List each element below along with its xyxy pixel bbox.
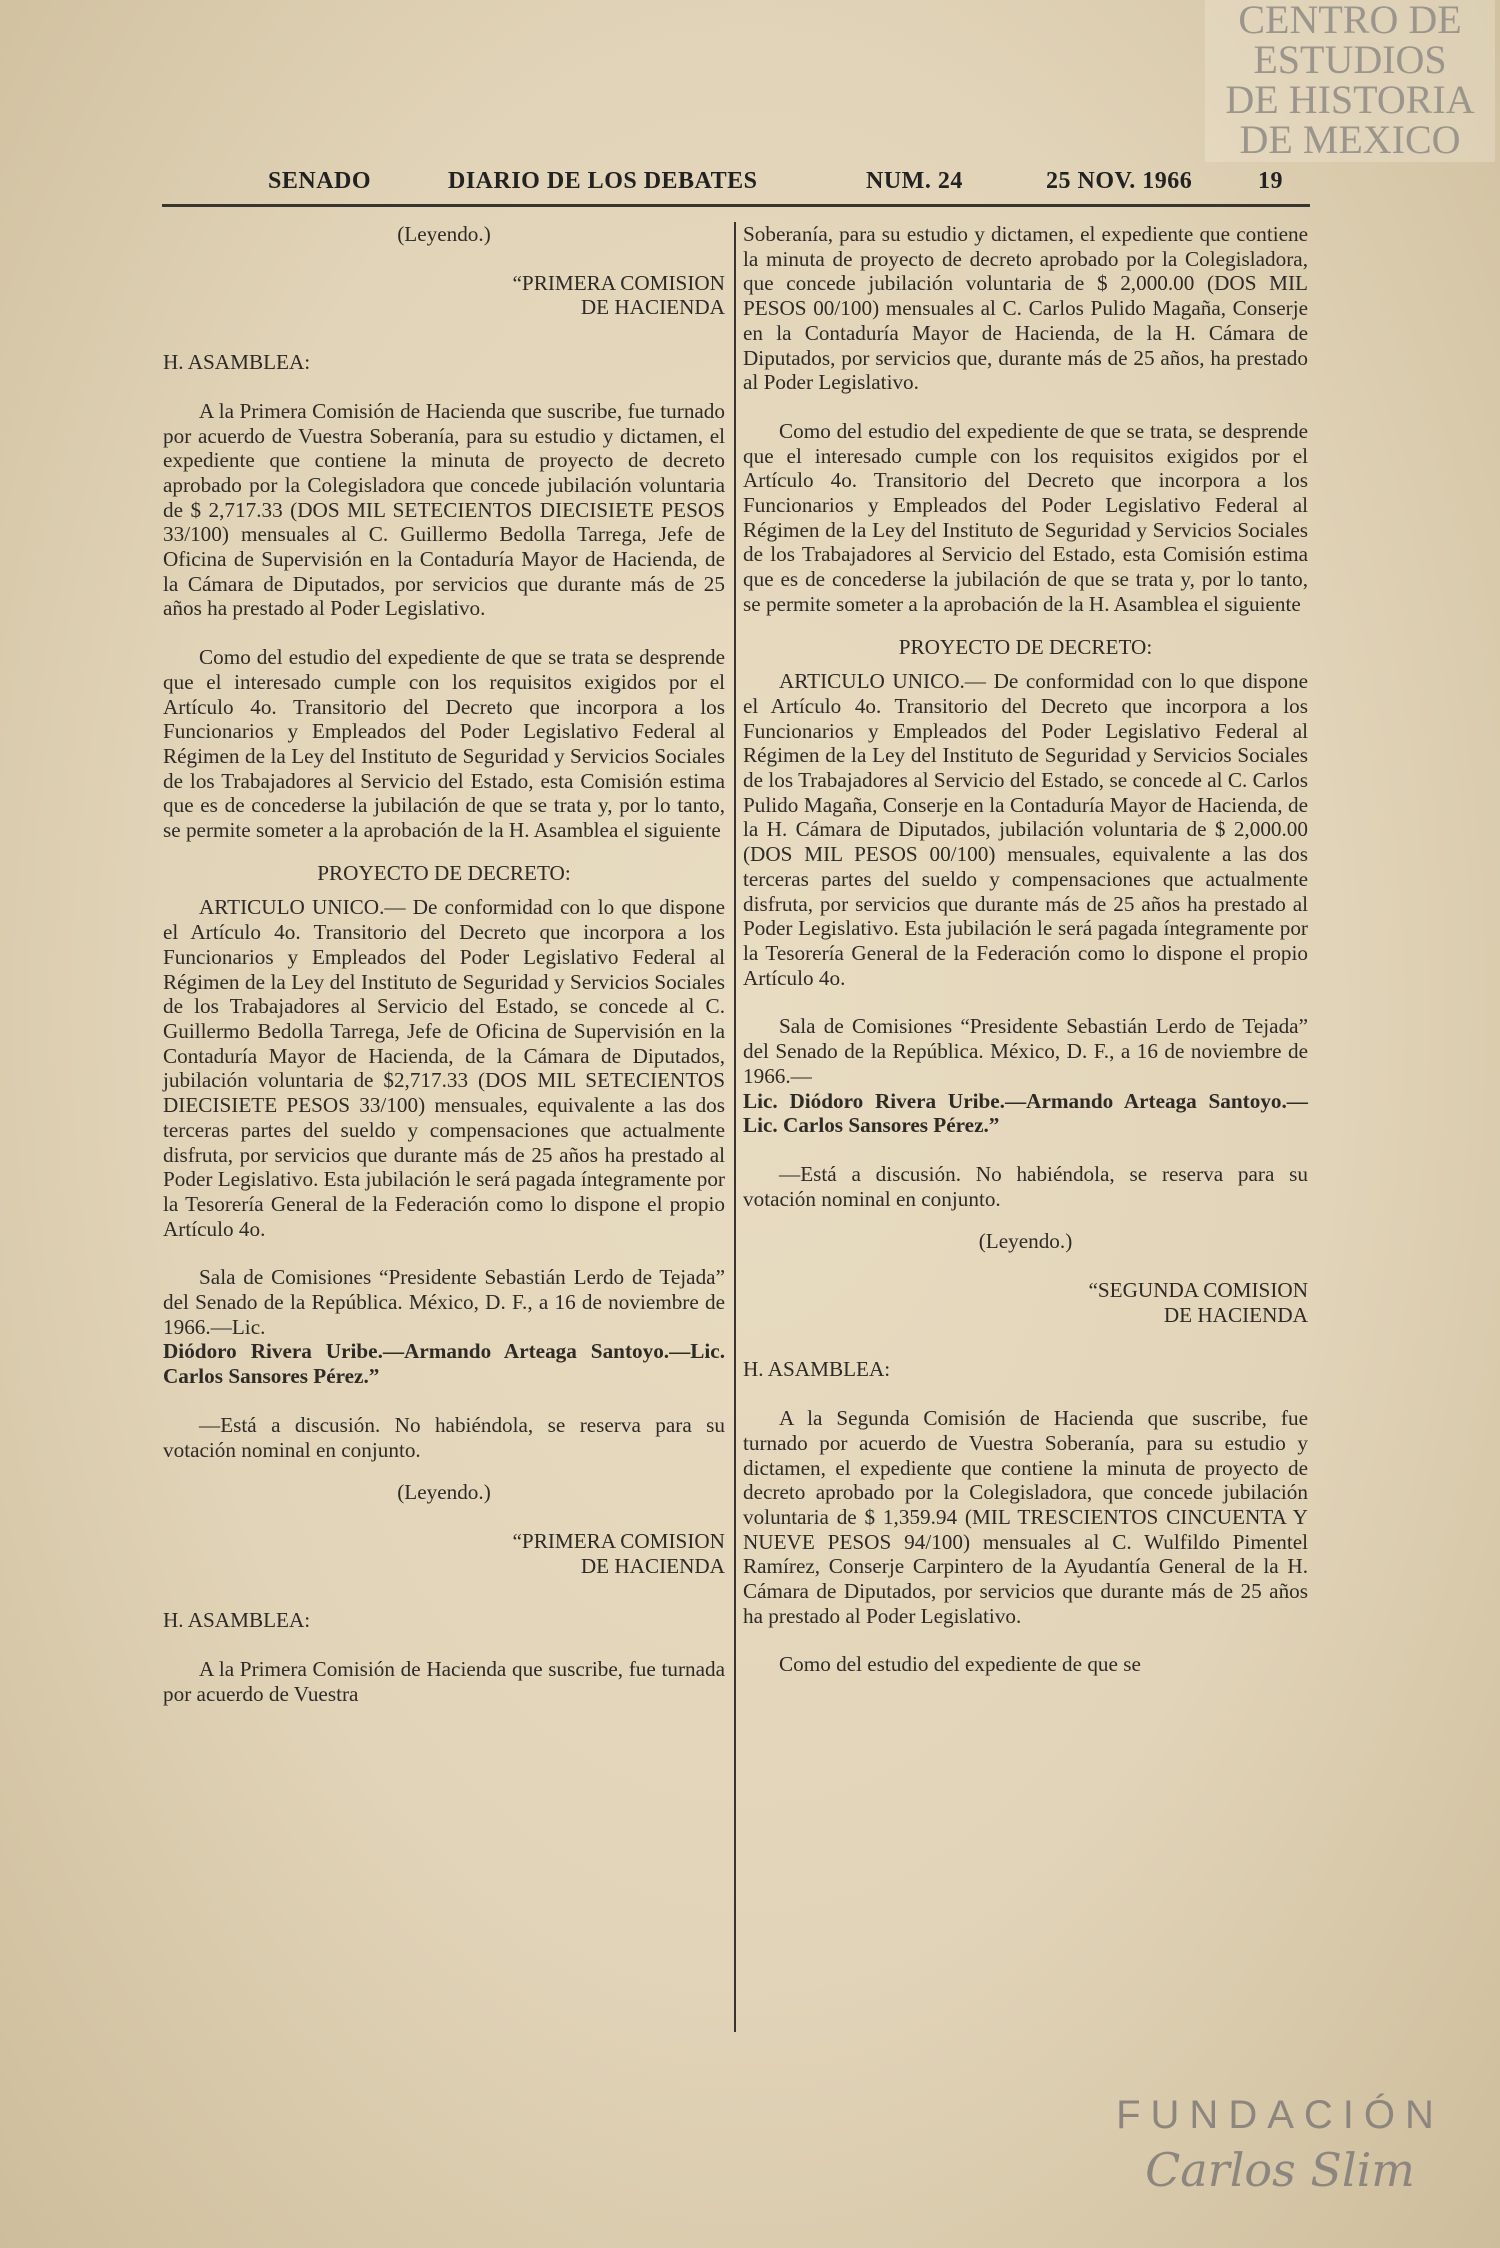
paragraph: DE HACIENDA — [580, 1553, 725, 1578]
paragraph: “PRIMERA COMISION — [512, 1528, 725, 1553]
paragraph: Soberanía, para su estudio y dictamen, el expediente que contiene la minuta de proyecto de decreto aprobado por la Colegisladora, que concede jubilación voluntaria de $ 2,000.00 (DOS MIL PESOS 00/100) mensuales al C. Carlos Pulido Magaña, Conserje en la Contaduría Mayor de Hacienda, de la H. Cámara de Diputados, por servicios que, durante más de 25 años, ha prestado al Poder Legislativo. — [743, 222, 1308, 395]
paragraph: PROYECTO DE DECRETO: — [317, 860, 571, 885]
paragraph: A la Segunda Comisión de Hacienda que suscribe, fue turnado por acuerdo de Vuestra Soberanía, para su estudio y dictamen, el expediente que contiene la minuta de proyecto de decreto aprobado por la Colegisladora, que concede jubilación voluntaria de $ 1,359.94 (MIL TRESCIENTOS CINCUENTA Y NUEVE PESOS 94/100) mensuales al C. Wulfildo Pimentel Ramírez, Conserje Carpintero de la Ayudantía General de la H. Cámara de Diputados, por servicios que durante más de 25 años ha prestado al Poder Legislativo. — [743, 1406, 1308, 1628]
section-heading: H. ASAMBLEA: — [163, 1608, 311, 1633]
header-chamber: SENADO — [268, 168, 372, 194]
page-header — [268, 168, 1288, 195]
paragraph: DE HACIENDA — [1163, 1302, 1308, 1327]
paragraph: (Leyendo.) — [978, 1229, 1073, 1254]
paragraph: —Está a discusión. No habiéndola, se reserva para su votación nominal en conjunto. — [743, 1161, 1308, 1211]
foundation-watermark — [1080, 2090, 1480, 2200]
signatories: Lic. Diódoro Rivera Uribe.—Armando Arteaga Santoyo.—Lic. Carlos Sansores Pérez.” — [743, 1088, 1308, 1138]
section-heading: H. ASAMBLEA: — [163, 350, 311, 375]
paragraph: A la Primera Comisión de Hacienda que suscribe, fue turnado por acuerdo de Vuestra Soberanía, para su estudio y dictamen, el expediente que contiene la minuta de proyecto de decreto aprobado por la Colegisladora que concede jubilación voluntaria de $ 2,717.33 (DOS MIL SETECIENTOS DIECISIETE PESOS 33/100) mensuales al C. Guillermo Bedolla Tarrega, Jefe de Oficina de Supervisión en la Contaduría Mayor de Hacienda, de la Cámara de Diputados, por servicios que durante más de 25 años ha prestado al Poder Legislativo. — [163, 398, 725, 621]
paragraph: (Leyendo.) — [397, 1480, 491, 1505]
watermark-signature: Carlos Slim — [1145, 2143, 1415, 2197]
header-date: 25 NOV. 1966 — [1046, 168, 1193, 194]
section-heading: H. ASAMBLEA: — [743, 1357, 891, 1382]
watermark-line: DE MEXICO — [1239, 117, 1461, 162]
signatories: Diódoro Rivera Uribe.—Armando Arteaga Santoyo.—Lic. Carlos Sansores Pérez.” — [163, 1339, 725, 1389]
paragraph: Como del estudio del expediente de que se — [779, 1652, 1141, 1677]
header-rule — [162, 204, 1310, 207]
paragraph: A la Primera Comisión de Hacienda que suscribe, fue turnada por acuerdo de Vuestra — [163, 1657, 725, 1706]
paragraph: (Leyendo.) — [397, 222, 491, 246]
header-page-number: 19 — [1258, 168, 1283, 194]
paragraph: ARTICULO UNICO.— De conformidad con lo que dispone el Artículo 4o. Transitorio del Decreto que incorpora a los Funcionarios y Empleados del Poder Legislativo Federal al Régimen de la Ley del Instituto de Seguridad y Servicios Sociales de los Trabajadores al Servicio del Estado, se concede al C. Guillermo Bedolla Tarrega, Jefe de Oficina de Supervisión en la Contaduría Mayor de Hacienda, de la Cámara de Diputados, jubilación voluntaria de $2,717.33 (DOS MIL SETECIENTOS DIECISIETE PESOS 33/100) mensuales, equivalente a las dos terceras partes del sueldo y compensaciones que actualmente disfruta, por servicios que durante más de 25 años ha prestado al Poder Legislativo. Esta jubilación le será pagada íntegramente por la Tesorería General de la Federación como lo dispone el propio Artículo 4o. — [163, 895, 725, 1241]
paragraph: Como del estudio del expediente de que se trata se desprende que el interesado cumple con los requisitos exigidos por el Artículo 4o. Transitorio del Decreto que incorpora a los Funcionarios y Empleados del Poder Legislativo Federal al Régimen de la Ley del Instituto de Seguridad y Servicios Sociales de los Trabajadores al Servicio del Estado, esta Comisión estima que es de concederse la jubilación de que se trata y, por lo tanto, se permite someter a la aprobación de la H. Asamblea el siguiente — [163, 645, 725, 843]
right-column — [743, 222, 1308, 1677]
column-divider — [734, 222, 736, 2032]
paragraph: Sala de Comisiones “Presidente Sebastián Lerdo de Tejada” del Senado de la República. México, D. F., a 16 de noviembre de 1966.— — [743, 1014, 1308, 1088]
watermark-fundacion: FUNDACIÓN — [1116, 2093, 1444, 2137]
paragraph: —Está a discusión. No habiéndola, se reserva para su votación nominal en conjunto. — [163, 1412, 725, 1462]
paragraph: DE HACIENDA — [580, 295, 725, 320]
paragraph: Sala de Comisiones “Presidente Sebastián Lerdo de Tejada” del Senado de la República. México, D. F., a 16 de noviembre de 1966.—Lic. — [163, 1265, 725, 1339]
watermark-line: DE HISTORIA — [1225, 77, 1475, 122]
paragraph: “SEGUNDA COMISION — [1088, 1278, 1308, 1303]
watermark-line: CENTRO DE — [1238, 0, 1462, 42]
header-number: NUM. 24 — [866, 168, 963, 194]
paragraph: Como del estudio del expediente de que se trata, se desprende que el interesado cumple con los requisitos exigidos por el Artículo 4o. Transitorio del Decreto que incorpora a los Funcionarios y Empleados del Poder Legislativo Federal al Régimen de la Ley del Instituto de Seguridad y Servicios Sociales de los Trabajadores al Servicio del Estado, esta Comisión estima que es de concederse la jubilación de que se trata y, por lo tanto, se permite someter a la aprobación de la H. Asamblea el siguiente — [743, 418, 1308, 616]
archive-watermark — [1205, 0, 1495, 162]
watermark-line: ESTUDIOS — [1253, 37, 1447, 82]
paragraph: “PRIMERA COMISION — [512, 270, 725, 295]
header-publication: DIARIO DE LOS DEBATES — [448, 168, 758, 194]
left-column — [163, 222, 725, 1706]
paragraph: ARTICULO UNICO.— De conformidad con lo que dispone el Artículo 4o. Transitorio del Decreto que incorpora a los Funcionarios y Empleados del Poder Legislativo Federal al Régimen de la Ley del Instituto de Seguridad y Servicios Sociales de los Trabajadores al Servicio del Estado, se concede al C. Carlos Pulido Magaña, Conserje en la Contaduría Mayor de Hacienda, de la H. Cámara de Diputados, jubilación voluntaria de $ 2,000.00 (DOS MIL PESOS 00/100) mensuales, equivalente a las dos terceras partes del sueldo y compensaciones que actualmente disfruta, por servicios que durante más de 25 años ha prestado al Poder Legislativo. Esta jubilación le será pagada íntegramente por la Tesorería General de la Federación como lo dispone el propio Artículo 4o. — [743, 669, 1308, 990]
paragraph: PROYECTO DE DECRETO: — [898, 634, 1153, 659]
